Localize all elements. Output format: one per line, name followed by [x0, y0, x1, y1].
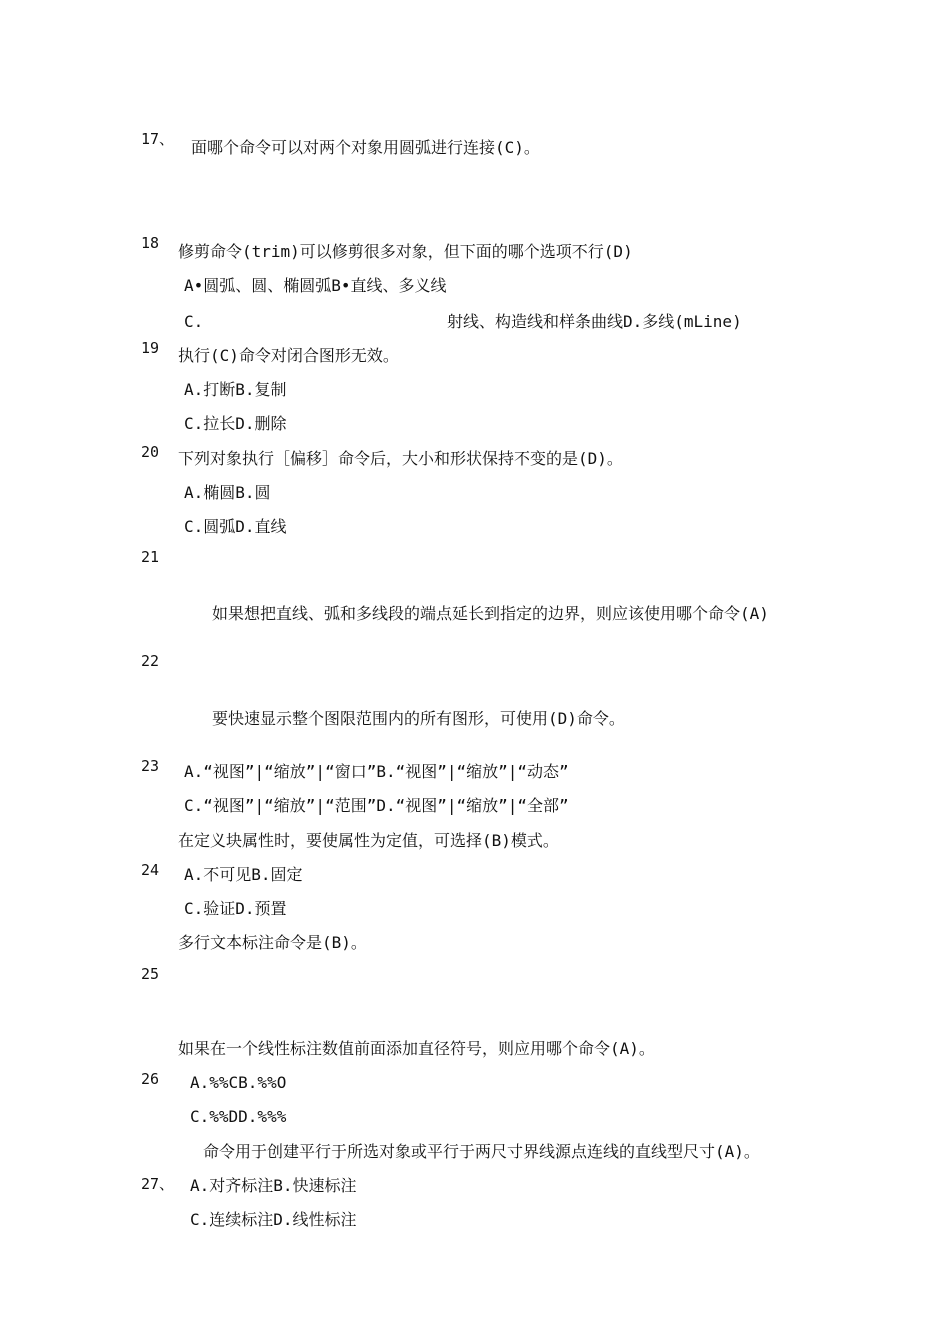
question-number-23: 23	[141, 757, 160, 775]
question-number-25: 25	[141, 965, 160, 983]
question-18-options-cd: 射线、构造线和样条曲线D.多线(mLine)	[447, 312, 742, 331]
question-number-18: 18	[141, 234, 160, 252]
question-23-options-ab: A.不可见B.固定	[184, 865, 303, 884]
question-number-22: 22	[141, 652, 160, 670]
question-26-options-cd: C.连续标注D.线性标注	[190, 1210, 357, 1229]
question-18-options-ab: A•圆弧、圆、椭圆弧B•直线、多义线	[184, 276, 447, 295]
question-20-options-ab: A.椭圆B.圆	[184, 483, 271, 502]
question-26-text: 命令用于创建平行于所选对象或平行于两尺寸界线源点连线的直线型尺寸(A)。	[203, 1142, 760, 1161]
question-number-21: 21	[141, 548, 160, 566]
question-25-options-ab: A.%%CB.%%O	[190, 1073, 287, 1092]
question-23-text: 在定义块属性时，要使属性为定值，可选择(B)模式。	[178, 831, 559, 850]
question-25-options-cd: C.%%DD.%%%	[190, 1107, 287, 1126]
question-19-options-ab: A.打断B.复制	[184, 380, 287, 399]
question-20-text: 下列对象执行［偏移］命令后，大小和形状保持不变的是(D)。	[178, 449, 623, 468]
question-23-options-cd: C.验证D.预置	[184, 899, 287, 918]
question-number-19: 19	[141, 339, 160, 357]
question-24-text: 多行文本标注命令是(B)。	[178, 933, 367, 952]
question-number-20: 20	[141, 443, 160, 461]
question-18-text: 修剪命令(trim)可以修剪很多对象，但下面的哪个选项不行(D)	[178, 242, 633, 261]
question-number-24: 24	[141, 861, 160, 879]
question-22-options-cd: C.“视图”|“缩放”|“范围”D.“视图”|“缩放”|“全部”	[184, 796, 569, 815]
question-18-option-c-label: C.	[184, 312, 204, 331]
question-19-text: 执行(C)命令对闭合图形无效。	[178, 346, 399, 365]
question-22-options-ab: A.“视图”|“缩放”|“窗口”B.“视图”|“缩放”|“动态”	[184, 762, 569, 781]
question-number-26: 26	[141, 1070, 160, 1088]
question-20-options-cd: C.圆弧D.直线	[184, 517, 287, 536]
question-17-text: 面哪个命令可以对两个对象用圆弧进行连接(C)。	[191, 138, 540, 157]
question-21-text: 如果想把直线、弧和多线段的端点延长到指定的边界，则应该使用哪个命令(A)	[212, 604, 769, 623]
question-number-17: 17、	[141, 130, 175, 148]
question-26-options-ab: A.对齐标注B.快速标注	[190, 1176, 357, 1195]
question-25-text: 如果在一个线性标注数值前面添加直径符号，则应用哪个命令(A)。	[178, 1039, 655, 1058]
question-19-options-cd: C.拉长D.删除	[184, 414, 287, 433]
question-number-27: 27、	[141, 1175, 175, 1193]
question-22-text: 要快速显示整个图限范围内的所有图形，可使用(D)命令。	[212, 709, 625, 728]
